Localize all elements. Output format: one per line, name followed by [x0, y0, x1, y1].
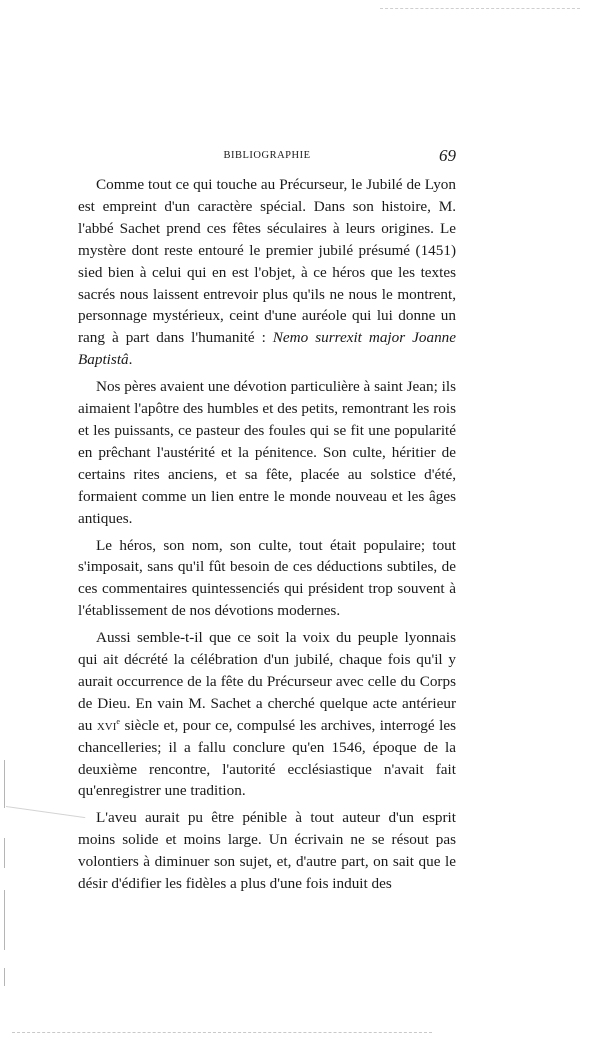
paragraph-text: Aussi semble-t-il que ce soit la voix du peuple lyonnais qui ait décrété la célébration d'un jubilé, chaque fois qu'il y aurait occurrence de la fête du Précurseur avec celle du Corps de Dieu. En vain M. Sachet a cherché quelque acte antérieur au — [78, 629, 456, 734]
scan-edge-top — [380, 8, 580, 9]
paragraph — [78, 376, 456, 529]
scan-edge-left — [4, 760, 5, 808]
paragraph-text: siècle et, pour ce, compulsé les archives, interrogé les chancelleries; il a fallu conclure qu'en 1546, époque de la deuxième rencontre, l'autorité ecclésiastique n'avait fait qu'enregistrer une tradition. — [78, 716, 456, 800]
scan-edge-left — [4, 890, 5, 950]
century-numeral: xvi — [96, 716, 117, 734]
paragraph-text: Le héros, son nom, son culte, tout était populaire; tout s'imposait, sans qu'il fût besoin de ces déductions subtiles, de ces commentaires quintessenciés qui président trop souvent à l'établissement de nos dévotions modernes. — [78, 536, 456, 620]
body-text — [78, 174, 456, 900]
paragraph-end: . — [128, 351, 133, 369]
paragraph — [78, 627, 456, 802]
paragraph-text: L'aveu aurait pu être pénible à tout auteur d'un esprit moins solide et moins large. Un écrivain ne se résout pas volontiers à diminuer son sujet, et, d'autre part, on sait que le désir d'édifier les fidèles a plus d'une fois induit des — [78, 809, 456, 893]
paragraph — [78, 174, 456, 371]
scan-edge-left — [4, 838, 5, 868]
paragraph — [78, 535, 456, 623]
running-title: BIBLIOGRAPHIE — [223, 150, 311, 161]
century-superscript: e — [116, 716, 120, 726]
scan-stroke — [6, 806, 85, 818]
page-number: 69 — [439, 146, 456, 165]
page-header — [78, 146, 456, 170]
paragraph — [78, 807, 456, 895]
scan-edge-bottom — [12, 1032, 432, 1033]
scan-edge-left — [4, 968, 5, 986]
paragraph-text: Nos pères avaient une dévotion particulière à saint Jean; ils aimaient l'apôtre des humbles et des petits, remontrant les rois et les puissants, ce pasteur des foules qui se fit une popularité en prêchant l'austérité et la pénitence. Son culte, héritier de certains rites anciens, et sa fête, placée au solstice d'été, formaient comme un lien entre le monde nouveau et les âges antiques. — [78, 378, 456, 527]
paragraph-text: Comme tout ce qui touche au Précurseur, le Jubilé de Lyon est empreint d'un caractère spécial. Dans son histoire, M. l'abbé Sachet prend ces fêtes séculaires à leurs origines. Le mystère dont reste entouré le premier jubilé présumé (1451) sied bien à celui qui en est l'objet, à ce héros que les textes sacrés nous laissent entrevoir plus qu'ils ne nous le montrent, personnage mystérieux, ceint d'une auréole qui lui donne un rang à part dans l'humanité : — [78, 176, 456, 347]
latin-quote: Nemo surrexit major Joanne Baptistâ — [78, 329, 456, 369]
